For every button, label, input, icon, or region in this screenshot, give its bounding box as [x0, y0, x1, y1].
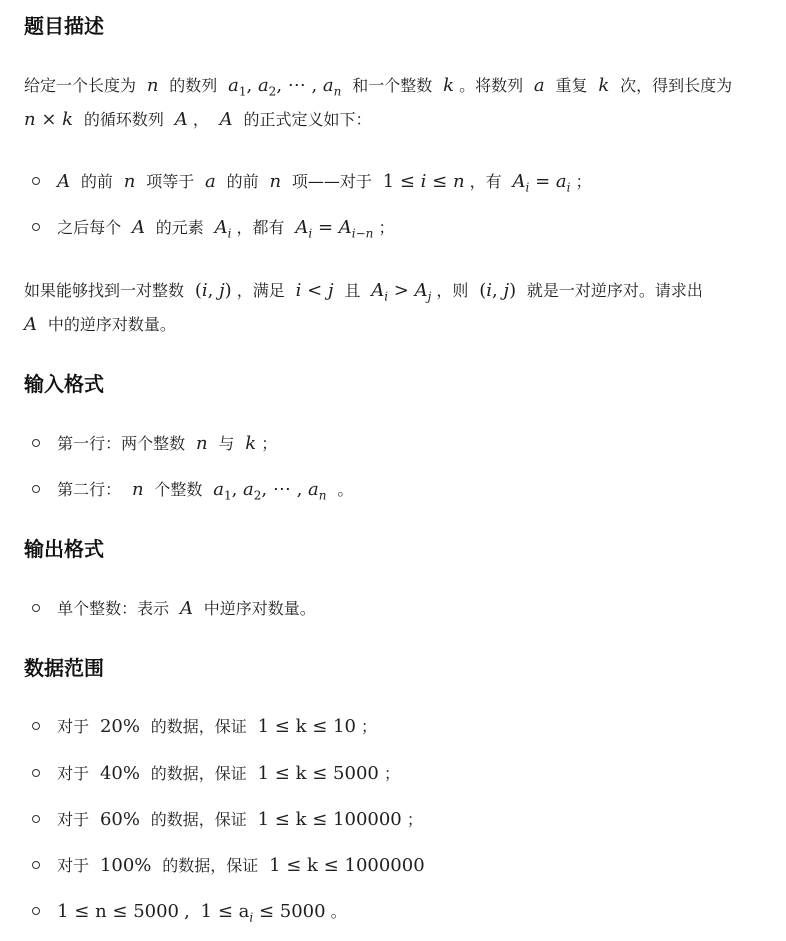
list-item [24, 854, 425, 878]
math-n: n [195, 433, 208, 454]
text: ； [406, 810, 423, 829]
description-paragraph-2-line-2 [24, 313, 176, 337]
section-title-output: 输出格式 [24, 537, 104, 561]
text: ， [192, 110, 209, 129]
bullet-icon [32, 815, 40, 823]
text: 的数据，保证 [150, 764, 247, 783]
bullet-icon [32, 907, 40, 915]
text: 项——对于 [291, 172, 372, 191]
text: 项等于 [146, 172, 195, 191]
bullet-icon [32, 439, 40, 447]
text: 对于 [57, 764, 90, 783]
math-range: 1 ≤ k ≤ 100000 [257, 809, 402, 830]
text: ，满足 [236, 281, 285, 300]
list-item [24, 432, 277, 456]
text: ； [378, 218, 395, 237]
text: 的数据，保证 [150, 810, 247, 829]
math-A: A [174, 109, 188, 130]
list-item [24, 900, 347, 924]
math-k: k [443, 75, 454, 96]
math-a-range: $1 \le a_i \le 5000$ [200, 901, 326, 925]
list-item [24, 808, 423, 832]
text: ，都有 [236, 218, 285, 237]
text: 对于 [57, 810, 90, 829]
math-range: 1 ≤ k ≤ 1000000 [269, 855, 425, 876]
list-item [24, 216, 395, 240]
math-A: A [219, 109, 233, 130]
math-recurrence: $A_i = A_{i-n}$ [295, 217, 374, 241]
math-separator: , [184, 901, 190, 922]
section-title-input: 输入格式 [24, 372, 104, 396]
math-A: A [179, 598, 193, 619]
text: ，有 [469, 172, 502, 191]
math-k: k [598, 75, 610, 96]
bullet-icon [32, 177, 40, 185]
math-sequence: $a_1$, $a_2$, ⋯ , $a_n$ [228, 75, 342, 99]
bullet-icon [32, 722, 40, 730]
math-n: n [123, 171, 136, 192]
text: 对于 [57, 856, 90, 875]
text: 。 [337, 480, 354, 499]
text: 重复 [555, 76, 588, 95]
text: 就是一对逆序对。请求出 [526, 281, 703, 300]
math-A: A [24, 314, 37, 335]
math-pair: (i, j) [189, 280, 232, 301]
text: ； [575, 172, 592, 191]
description-paragraph-1-line-1 [24, 74, 732, 98]
list-item [24, 597, 316, 621]
bullet-icon [32, 769, 40, 777]
text: 之后每个 [57, 218, 122, 237]
math-range: 1 ≤ k ≤ 10 [257, 716, 356, 737]
list-item [24, 478, 353, 502]
math-range: 1 ≤ k ≤ 5000 [257, 763, 379, 784]
list-item [24, 715, 377, 739]
math-percent: 60% [99, 809, 140, 830]
bullet-icon [32, 604, 40, 612]
math-n: n [146, 75, 159, 96]
math-percent: 20% [99, 716, 140, 737]
math-equality: $A_i = a_i$ [512, 171, 571, 195]
text: 的前 [226, 172, 259, 191]
text: 的正式定义如下： [243, 110, 372, 129]
math-a: a [205, 171, 216, 192]
text: 次，得到长度为 [620, 76, 733, 95]
text: ，则 [436, 281, 469, 300]
math-percent: 100% [99, 855, 152, 876]
text: 。 [330, 902, 347, 921]
math-A-i: $A_i$ [214, 217, 232, 241]
math-percent: 40% [99, 763, 140, 784]
math-n-times-k: n × k [24, 109, 74, 130]
text: 单个整数：表示 [57, 599, 170, 618]
math-range: 1 ≤ i ≤ n [376, 171, 465, 192]
math-n: n [269, 171, 282, 192]
math-sequence: $a_1$, $a_2$, ⋯ , $a_n$ [213, 479, 327, 503]
text: 的数列 [169, 76, 218, 95]
text: 。将数列 [459, 76, 524, 95]
text: 个整数 [154, 480, 203, 499]
math-n: n [131, 479, 144, 500]
text: 的数据，保证 [150, 717, 247, 736]
list-item [24, 170, 592, 194]
text: ； [361, 717, 378, 736]
bullet-icon [32, 223, 40, 231]
text: 第二行： [57, 480, 122, 499]
list-item [24, 762, 400, 786]
description-paragraph-1-line-2 [24, 108, 372, 132]
math-pair: (i, j) [473, 280, 522, 301]
text: 与 [218, 434, 235, 453]
math-A: A [131, 217, 145, 238]
description-paragraph-2-line-1 [24, 279, 703, 303]
text: ； [383, 764, 400, 783]
section-title-constraints: 数据范围 [24, 656, 104, 680]
math-i-less-j: i < j [295, 280, 334, 301]
text: 的前 [80, 172, 113, 191]
text: ； [261, 434, 278, 453]
text: 中的逆序对数量。 [47, 315, 176, 334]
bullet-icon [32, 861, 40, 869]
text: 第一行：两个整数 [57, 434, 186, 453]
text: 如果能够找到一对整数 [24, 281, 185, 300]
bullet-icon [32, 485, 40, 493]
math-n-range: 1 ≤ n ≤ 5000 [57, 901, 179, 922]
section-title-description: 题目描述 [24, 14, 104, 38]
text: 的数据，保证 [162, 856, 259, 875]
text: 的元素 [155, 218, 204, 237]
text: 中逆序对数量。 [203, 599, 316, 618]
math-Ai-greater-Aj: $A_i > A_j$ [371, 280, 432, 304]
text: 和一个整数 [352, 76, 433, 95]
math-a: a [533, 75, 545, 96]
text: 的循环数列 [83, 110, 164, 129]
math-k: k [245, 433, 257, 454]
text: 对于 [57, 717, 90, 736]
text: 给定一个长度为 [24, 76, 137, 95]
text: 且 [344, 281, 361, 300]
math-A: A [57, 171, 71, 192]
